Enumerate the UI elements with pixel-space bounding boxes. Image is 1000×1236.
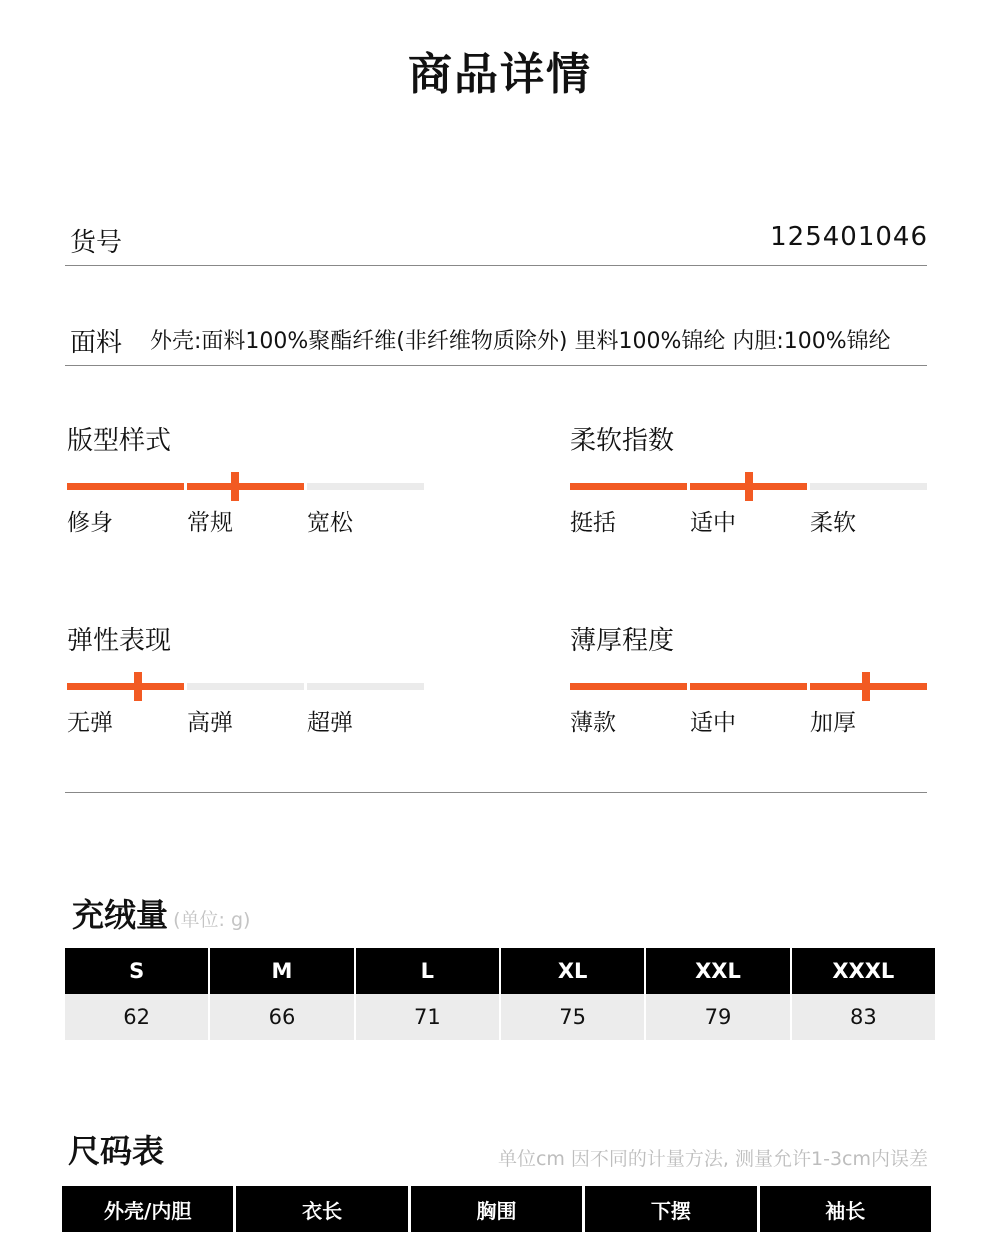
scale-option: 常规	[187, 510, 233, 536]
fill-heading	[72, 890, 250, 936]
sku-value: 125401046	[770, 222, 928, 252]
metric-softness	[570, 420, 926, 540]
size-header: M	[210, 948, 353, 994]
fill-size-row	[65, 948, 935, 994]
scale-segment	[690, 683, 807, 690]
fill-value: 79	[646, 994, 789, 1040]
sku-label: 货号	[70, 228, 123, 258]
scale-segment	[187, 483, 304, 490]
divider	[65, 365, 927, 366]
size-header: XXXL	[792, 948, 935, 994]
scale-option: 薄款	[570, 710, 616, 736]
scale-option: 宽松	[307, 510, 353, 536]
metric-title: 版型样式	[67, 426, 172, 456]
scale-option: 高弹	[187, 710, 233, 736]
size-chart-table	[59, 1186, 934, 1232]
scale-segment	[187, 683, 304, 690]
fill-value: 66	[210, 994, 353, 1040]
size-chart-header: 胸围	[411, 1186, 582, 1232]
scale-marker	[745, 472, 753, 501]
size-chart-header: 衣长	[236, 1186, 407, 1232]
fill-value-row	[65, 994, 935, 1040]
fill-value: 83	[792, 994, 935, 1040]
fill-value: 62	[65, 994, 208, 1040]
size-chart-title: 尺码表	[68, 1132, 165, 1170]
scale-option: 无弹	[67, 710, 113, 736]
scale-segment	[570, 483, 687, 490]
scale-option: 柔软	[810, 510, 856, 536]
scale-segment	[810, 483, 927, 490]
scale-segment	[570, 683, 687, 690]
fill-value: 75	[501, 994, 644, 1040]
size-header: XXL	[646, 948, 789, 994]
scale-segment	[67, 483, 184, 490]
scale-marker	[231, 472, 239, 501]
metric-thickness	[570, 620, 926, 740]
fill-table	[63, 948, 937, 1040]
size-chart-header: 外壳/内胆	[62, 1186, 233, 1232]
fill-unit: (单位: g)	[173, 909, 251, 931]
scale-marker	[134, 672, 142, 701]
page-title: 商品详情	[408, 49, 592, 100]
metric-title: 柔软指数	[570, 426, 675, 456]
scale-segment	[67, 683, 184, 690]
metric-title: 弹性表现	[67, 626, 172, 656]
material-text: 外壳:面料100%聚酯纤维(非纤维物质除外) 里料100%锦纶 内胆:100%锦纶	[150, 329, 891, 354]
scale-option: 加厚	[810, 710, 856, 736]
size-header: L	[356, 948, 499, 994]
scale-marker	[862, 672, 870, 701]
metric-elasticity	[67, 620, 423, 740]
size-chart-header: 袖长	[760, 1186, 931, 1232]
scale-option: 适中	[690, 510, 736, 536]
size-chart-header: 下摆	[585, 1186, 756, 1232]
scale-option: 适中	[690, 710, 736, 736]
size-header: S	[65, 948, 208, 994]
fill-value: 71	[356, 994, 499, 1040]
metric-title: 薄厚程度	[570, 626, 675, 656]
scale-option: 挺括	[570, 510, 616, 536]
scale-segment	[307, 483, 424, 490]
metric-fit	[67, 420, 423, 540]
divider	[65, 792, 927, 793]
fill-title: 充绒量	[72, 896, 169, 934]
material-label: 面料	[70, 328, 123, 358]
divider	[65, 265, 927, 266]
scale-option: 修身	[67, 510, 113, 536]
size-chart-header-row	[62, 1186, 931, 1232]
size-header: XL	[501, 948, 644, 994]
scale-option: 超弹	[307, 710, 353, 736]
scale-segment	[307, 683, 424, 690]
size-chart-note: 单位cm 因不同的计量方法, 测量允许1-3cm内误差	[497, 1148, 928, 1170]
